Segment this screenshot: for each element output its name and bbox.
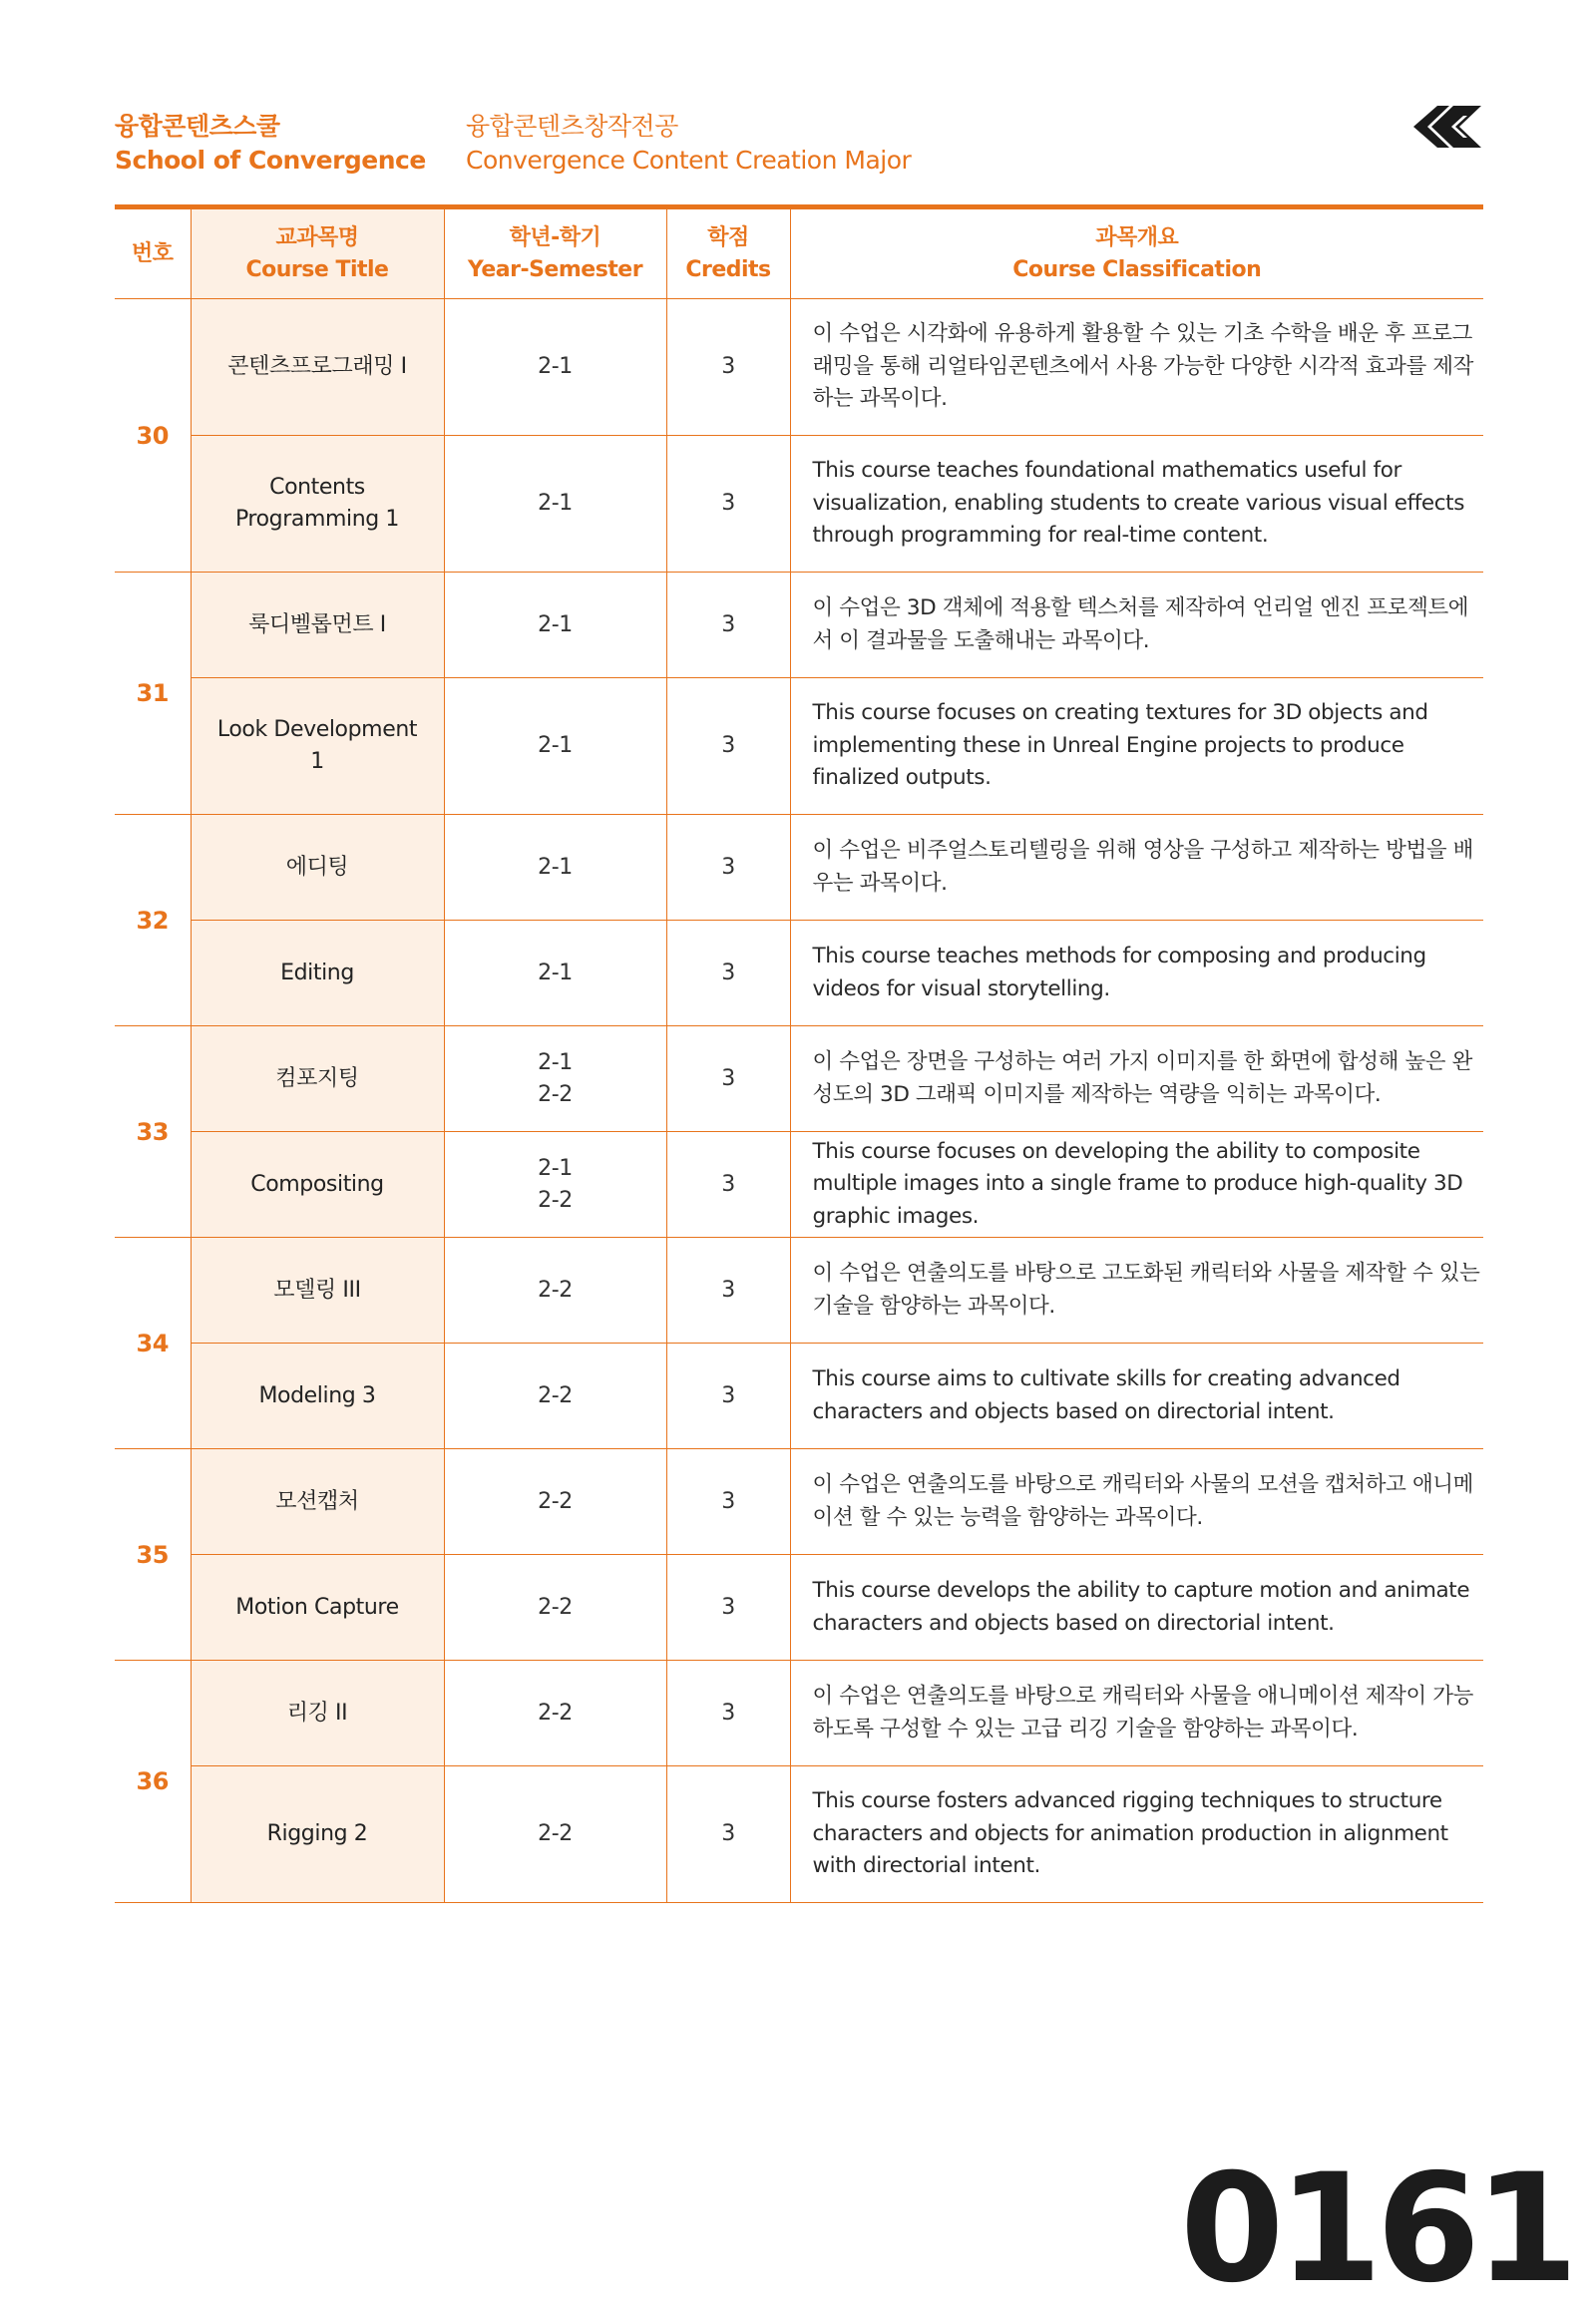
course-title: Rigging 2 xyxy=(191,1766,444,1903)
major-name xyxy=(466,110,911,178)
course-title: 룩디벨롭먼트 I xyxy=(191,573,444,678)
course-number: 33 xyxy=(115,1026,191,1238)
course-description: This course aims to cultivate skills for creating advanced characters and objects based on directorial intent. xyxy=(790,1344,1483,1449)
page-number: 0161 xyxy=(1180,2142,1573,2316)
credits: 3 xyxy=(666,573,790,678)
course-title: Modeling 3 xyxy=(191,1344,444,1449)
course-description: This course fosters advanced rigging techniques to structure characters and objects for animation production in alignment with directorial intent. xyxy=(790,1766,1483,1903)
course-number: 35 xyxy=(115,1449,191,1661)
year-semester-value: 2-2 xyxy=(538,1277,573,1303)
year-semester-value: 2-1 xyxy=(538,733,573,758)
course-description: 이 수업은 연출의도를 바탕으로 고도화된 캐릭터와 사물을 제작할 수 있는 기술을 함양하는 과목이다. xyxy=(790,1238,1483,1344)
ck-logo-icon xyxy=(1397,94,1483,160)
table-header-row xyxy=(115,209,1483,299)
credits: 3 xyxy=(666,1238,790,1344)
year-semester-value: 2-2 xyxy=(538,1821,573,1846)
year-semester-value: 2-1 xyxy=(538,611,573,637)
school-name-en: School of Convergence xyxy=(115,146,426,175)
course-description: 이 수업은 시각화에 유용하게 활용할 수 있는 기초 수학을 배운 후 프로그래밍을 통해 리얼타임콘텐츠에서 사용 가능한 다양한 시각적 효과를 제작하는 과목이다. xyxy=(790,299,1483,436)
table-row xyxy=(115,1344,1483,1449)
course-title: 모션캡처 xyxy=(191,1449,444,1555)
school-name-ko: 융합콘텐츠스쿨 xyxy=(115,112,280,141)
credits: 3 xyxy=(666,1344,790,1449)
year-semester xyxy=(444,1344,666,1449)
course-title: Motion Capture xyxy=(191,1555,444,1661)
table-row xyxy=(115,1132,1483,1238)
year-semester-value: 2-1 xyxy=(538,960,573,985)
year-semester xyxy=(444,1449,666,1555)
year-semester xyxy=(444,921,666,1026)
table-row xyxy=(115,1555,1483,1661)
year-semester xyxy=(444,1766,666,1903)
credits: 3 xyxy=(666,1766,790,1903)
course-description: This course teaches foundational mathematics useful for visualization, enabling students to create various visual effects through programming for real-time content. xyxy=(790,436,1483,573)
course-description: 이 수업은 3D 객체에 적용할 텍스처를 제작하여 언리얼 엔진 프로젝트에서 이 결과물을 도출해내는 과목이다. xyxy=(790,573,1483,678)
credits: 3 xyxy=(666,921,790,1026)
course-description: This course focuses on creating textures for 3D objects and implementing these in Unreal Engine projects to produce finalized outputs. xyxy=(790,678,1483,815)
year-semester-value: 2-2 xyxy=(538,1081,573,1107)
credits: 3 xyxy=(666,678,790,815)
course-description: 이 수업은 장면을 구성하는 여러 가지 이미지를 한 화면에 합성해 높은 완성도의 3D 그래픽 이미지를 제작하는 역량을 익히는 과목이다. xyxy=(790,1026,1483,1132)
year-semester xyxy=(444,573,666,678)
credits: 3 xyxy=(666,436,790,573)
course-description: This course develops the ability to capture motion and animate characters and objects based on directorial intent. xyxy=(790,1555,1483,1661)
course-description: This course focuses on developing the ability to composite multiple images into a single frame to produce high-quality 3D graphic images. xyxy=(790,1132,1483,1238)
year-semester xyxy=(444,299,666,436)
school-name xyxy=(115,110,426,178)
course-description: 이 수업은 비주얼스토리텔링을 위해 영상을 구성하고 제작하는 방법을 배우는 과목이다. xyxy=(790,815,1483,921)
year-semester xyxy=(444,815,666,921)
credits: 3 xyxy=(666,1026,790,1132)
year-semester-value: 2-1 xyxy=(538,354,573,379)
course-title: 리깅 II xyxy=(191,1661,444,1766)
credits: 3 xyxy=(666,1449,790,1555)
credits: 3 xyxy=(666,299,790,436)
year-semester-value: 2-2 xyxy=(538,1488,573,1514)
table-row xyxy=(115,1026,1483,1132)
course-description: This course teaches methods for composing and producing videos for visual storytelling. xyxy=(790,921,1483,1026)
major-name-en: Convergence Content Creation Major xyxy=(466,146,912,175)
table-row xyxy=(115,1449,1483,1555)
table-row xyxy=(115,436,1483,573)
course-title: 컴포지팅 xyxy=(191,1026,444,1132)
year-semester xyxy=(444,1132,666,1238)
table-row xyxy=(115,921,1483,1026)
year-semester xyxy=(444,1555,666,1661)
table-row xyxy=(115,1238,1483,1344)
year-semester-value: 2-2 xyxy=(538,1594,573,1620)
table-row xyxy=(115,815,1483,921)
page-header xyxy=(115,110,1483,180)
course-title: Editing xyxy=(191,921,444,1026)
course-title: Contents Programming 1 xyxy=(191,436,444,573)
course-description: 이 수업은 연출의도를 바탕으로 캐릭터와 사물의 모션을 캡처하고 애니메이션 할 수 있는 능력을 함양하는 과목이다. xyxy=(790,1449,1483,1555)
table-row xyxy=(115,1661,1483,1766)
course-number: 30 xyxy=(115,299,191,573)
course-title: Compositing xyxy=(191,1132,444,1238)
major-name-ko: 융합콘텐츠창작전공 xyxy=(466,112,678,141)
credits: 3 xyxy=(666,1661,790,1766)
header-year-semester: 학년-학기 Year-Semester xyxy=(444,209,666,299)
year-semester-value: 2-2 xyxy=(538,1187,573,1213)
year-semester xyxy=(444,1238,666,1344)
year-semester-value: 2-1 xyxy=(538,491,573,516)
year-semester-value: 2-2 xyxy=(538,1700,573,1726)
year-semester xyxy=(444,678,666,815)
course-description: 이 수업은 연출의도를 바탕으로 캐릭터와 사물을 애니메이션 제작이 가능하도록 구성할 수 있는 고급 리깅 기술을 함양하는 과목이다. xyxy=(790,1661,1483,1766)
header-course-title: 교과목명 Course Title xyxy=(191,209,444,299)
table-row xyxy=(115,573,1483,678)
course-number: 36 xyxy=(115,1661,191,1903)
course-table xyxy=(115,209,1483,1903)
header-number: 번호 xyxy=(115,209,191,299)
course-title: 에디팅 xyxy=(191,815,444,921)
course-number: 34 xyxy=(115,1238,191,1449)
header-course-classification: 과목개요 Course Classification xyxy=(790,209,1483,299)
table-row xyxy=(115,1766,1483,1903)
credits: 3 xyxy=(666,1132,790,1238)
header-credits: 학점 Credits xyxy=(666,209,790,299)
year-semester xyxy=(444,1026,666,1132)
credits: 3 xyxy=(666,815,790,921)
course-title: Look Development 1 xyxy=(191,678,444,815)
year-semester-value: 2-1 xyxy=(538,1049,573,1075)
table-row xyxy=(115,299,1483,436)
year-semester-value: 2-1 xyxy=(538,1155,573,1181)
year-semester-value: 2-2 xyxy=(538,1382,573,1408)
credits: 3 xyxy=(666,1555,790,1661)
table-row xyxy=(115,678,1483,815)
course-number: 32 xyxy=(115,815,191,1026)
table-body xyxy=(115,299,1483,1903)
year-semester xyxy=(444,436,666,573)
course-title: 콘텐츠프로그래밍 I xyxy=(191,299,444,436)
year-semester-value: 2-1 xyxy=(538,854,573,880)
course-number: 31 xyxy=(115,573,191,815)
course-title: 모델링 III xyxy=(191,1238,444,1344)
year-semester xyxy=(444,1661,666,1766)
